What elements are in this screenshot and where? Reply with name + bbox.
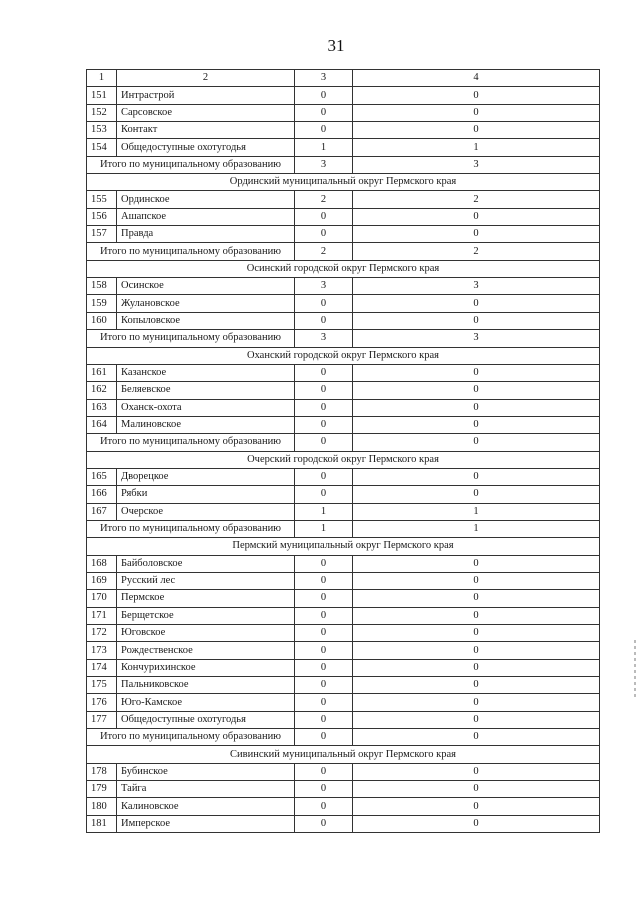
header-col-1: 1: [87, 70, 117, 87]
section-title: Осинский городской округ Пермского края: [87, 260, 600, 277]
row-value-col3: 0: [295, 659, 353, 676]
row-name: Интрастрой: [117, 87, 295, 104]
row-value-col4: 0: [353, 677, 600, 694]
section-title: Ординский муниципальный округ Пермского края: [87, 174, 600, 191]
row-number: 165: [87, 468, 117, 485]
row-name: Ординское: [117, 191, 295, 208]
row-number: 179: [87, 781, 117, 798]
section-header-row: [87, 174, 600, 191]
table-row: [87, 468, 600, 485]
row-value-col3: 0: [295, 815, 353, 832]
table-row: [87, 677, 600, 694]
row-value-col3: 0: [295, 677, 353, 694]
total-value-col4: 1: [353, 520, 600, 537]
total-row: [87, 243, 600, 260]
row-value-col3: 0: [295, 226, 353, 243]
row-number: 173: [87, 642, 117, 659]
row-value-col3: 1: [295, 139, 353, 156]
section-title: Оханский городской округ Пермского края: [87, 347, 600, 364]
row-name: Жулановское: [117, 295, 295, 312]
row-number: 180: [87, 798, 117, 815]
table-body: [87, 70, 600, 833]
total-label: Итого по муниципальному образованию: [87, 729, 295, 746]
row-name: Тайга: [117, 781, 295, 798]
row-value-col4: 0: [353, 607, 600, 624]
row-value-col3: 3: [295, 278, 353, 295]
section-title: Очерский городской округ Пермского края: [87, 451, 600, 468]
scan-artifact: [634, 640, 636, 700]
row-value-col4: 0: [353, 642, 600, 659]
row-number: 158: [87, 278, 117, 295]
row-value-col4: 0: [353, 295, 600, 312]
table-row: [87, 191, 600, 208]
row-value-col4: 0: [353, 659, 600, 676]
row-value-col3: 0: [295, 781, 353, 798]
row-value-col4: 2: [353, 191, 600, 208]
row-name: Пермское: [117, 590, 295, 607]
table-header-row: [87, 70, 600, 87]
table-row: [87, 815, 600, 832]
row-number: 181: [87, 815, 117, 832]
total-label: Итого по муниципальному образованию: [87, 434, 295, 451]
row-number: 171: [87, 607, 117, 624]
row-value-col4: 0: [353, 382, 600, 399]
row-value-col4: 0: [353, 226, 600, 243]
row-value-col3: 0: [295, 468, 353, 485]
row-value-col4: 0: [353, 399, 600, 416]
row-value-col4: 0: [353, 711, 600, 728]
total-row: [87, 729, 600, 746]
row-value-col3: 0: [295, 694, 353, 711]
row-value-col3: 0: [295, 208, 353, 225]
table-row: [87, 607, 600, 624]
row-number: 161: [87, 364, 117, 381]
table-row: [87, 382, 600, 399]
row-number: 174: [87, 659, 117, 676]
total-value-col3: 3: [295, 156, 353, 173]
row-value-col4: 0: [353, 781, 600, 798]
total-row: [87, 434, 600, 451]
row-value-col3: 0: [295, 312, 353, 329]
total-label: Итого по муниципальному образованию: [87, 330, 295, 347]
row-value-col3: 0: [295, 590, 353, 607]
row-name: Юго-Камское: [117, 694, 295, 711]
table-row: [87, 226, 600, 243]
table-row: [87, 694, 600, 711]
section-title: Сивинский муниципальный округ Пермского края: [87, 746, 600, 763]
row-value-col3: 0: [295, 555, 353, 572]
row-value-col3: 0: [295, 625, 353, 642]
row-value-col4: 0: [353, 815, 600, 832]
row-value-col3: 0: [295, 763, 353, 780]
document-table: [86, 69, 600, 833]
row-number: 168: [87, 555, 117, 572]
row-name: Байболовское: [117, 555, 295, 572]
row-value-col4: 0: [353, 364, 600, 381]
total-value-col4: 0: [353, 729, 600, 746]
table-row: [87, 416, 600, 433]
row-number: 152: [87, 104, 117, 121]
row-name: Калиновское: [117, 798, 295, 815]
header-col-3: 3: [295, 70, 353, 87]
row-value-col4: 1: [353, 503, 600, 520]
total-value-col3: 2: [295, 243, 353, 260]
row-name: Кончурихинское: [117, 659, 295, 676]
total-row: [87, 156, 600, 173]
table-row: [87, 590, 600, 607]
row-value-col4: 0: [353, 555, 600, 572]
table-row: [87, 104, 600, 121]
table-row: [87, 798, 600, 815]
row-value-col4: 0: [353, 572, 600, 589]
row-number: 176: [87, 694, 117, 711]
row-value-col3: 1: [295, 503, 353, 520]
row-number: 177: [87, 711, 117, 728]
table-row: [87, 312, 600, 329]
row-name: Оханск-охота: [117, 399, 295, 416]
total-label: Итого по муниципальному образованию: [87, 520, 295, 537]
row-number: 172: [87, 625, 117, 642]
total-row: [87, 520, 600, 537]
table-row: [87, 295, 600, 312]
row-number: 178: [87, 763, 117, 780]
section-header-row: [87, 347, 600, 364]
row-value-col3: 0: [295, 104, 353, 121]
row-number: 151: [87, 87, 117, 104]
row-value-col3: 0: [295, 399, 353, 416]
row-value-col3: 0: [295, 87, 353, 104]
row-name: Пальниковское: [117, 677, 295, 694]
table-row: [87, 763, 600, 780]
table-row: [87, 555, 600, 572]
row-value-col4: 0: [353, 208, 600, 225]
row-name: Малиновское: [117, 416, 295, 433]
row-number: 164: [87, 416, 117, 433]
table-row: [87, 781, 600, 798]
row-value-col3: 0: [295, 364, 353, 381]
header-col-4: 4: [353, 70, 600, 87]
row-value-col3: 0: [295, 382, 353, 399]
row-name: Дворецкое: [117, 468, 295, 485]
row-number: 166: [87, 486, 117, 503]
row-name: Русский лес: [117, 572, 295, 589]
table-row: [87, 208, 600, 225]
row-name: Рябки: [117, 486, 295, 503]
row-name: Очерское: [117, 503, 295, 520]
row-value-col3: 0: [295, 486, 353, 503]
row-name: Берщетское: [117, 607, 295, 624]
row-number: 156: [87, 208, 117, 225]
total-value-col4: 2: [353, 243, 600, 260]
row-value-col4: 3: [353, 278, 600, 295]
table-row: [87, 364, 600, 381]
row-number: 155: [87, 191, 117, 208]
section-header-row: [87, 451, 600, 468]
table-row: [87, 278, 600, 295]
row-value-col4: 0: [353, 486, 600, 503]
section-header-row: [87, 746, 600, 763]
row-value-col4: 0: [353, 590, 600, 607]
table-row: [87, 572, 600, 589]
row-value-col3: 0: [295, 798, 353, 815]
total-row: [87, 330, 600, 347]
row-number: 167: [87, 503, 117, 520]
row-number: 153: [87, 122, 117, 139]
total-value-col4: 3: [353, 330, 600, 347]
row-value-col4: 0: [353, 87, 600, 104]
row-number: 170: [87, 590, 117, 607]
total-value-col3: 1: [295, 520, 353, 537]
row-name: Юговское: [117, 625, 295, 642]
row-number: 154: [87, 139, 117, 156]
table-row: [87, 87, 600, 104]
row-value-col4: 0: [353, 122, 600, 139]
table-row: [87, 139, 600, 156]
row-name: Сарсовское: [117, 104, 295, 121]
row-number: 157: [87, 226, 117, 243]
row-number: 169: [87, 572, 117, 589]
row-value-col3: 0: [295, 572, 353, 589]
row-value-col3: 0: [295, 642, 353, 659]
table-row: [87, 486, 600, 503]
row-value-col3: 0: [295, 295, 353, 312]
row-value-col4: 0: [353, 763, 600, 780]
row-value-col3: 0: [295, 122, 353, 139]
row-value-col3: 0: [295, 711, 353, 728]
row-value-col3: 0: [295, 607, 353, 624]
table-row: [87, 122, 600, 139]
row-name: Правда: [117, 226, 295, 243]
table-row: [87, 399, 600, 416]
table-row: [87, 711, 600, 728]
row-number: 160: [87, 312, 117, 329]
row-name: Контакт: [117, 122, 295, 139]
total-value-col3: 3: [295, 330, 353, 347]
total-label: Итого по муниципальному образованию: [87, 243, 295, 260]
row-number: 175: [87, 677, 117, 694]
row-value-col4: 0: [353, 468, 600, 485]
row-name: Общедоступные охотугодья: [117, 139, 295, 156]
total-value-col3: 0: [295, 729, 353, 746]
total-value-col4: 3: [353, 156, 600, 173]
row-name: Имперское: [117, 815, 295, 832]
table-row: [87, 625, 600, 642]
row-value-col4: 0: [353, 694, 600, 711]
section-header-row: [87, 260, 600, 277]
section-header-row: [87, 538, 600, 555]
row-name: Общедоступные охотугодья: [117, 711, 295, 728]
row-value-col3: 2: [295, 191, 353, 208]
row-value-col4: 0: [353, 104, 600, 121]
row-name: Бубинское: [117, 763, 295, 780]
row-value-col4: 0: [353, 798, 600, 815]
header-col-2: 2: [117, 70, 295, 87]
row-value-col4: 1: [353, 139, 600, 156]
row-number: 159: [87, 295, 117, 312]
row-value-col4: 0: [353, 416, 600, 433]
row-value-col4: 0: [353, 312, 600, 329]
row-name: Ашапское: [117, 208, 295, 225]
total-value-col4: 0: [353, 434, 600, 451]
total-label: Итого по муниципальному образованию: [87, 156, 295, 173]
row-number: 163: [87, 399, 117, 416]
row-value-col3: 0: [295, 416, 353, 433]
section-title: Пермский муниципальный округ Пермского края: [87, 538, 600, 555]
table-row: [87, 503, 600, 520]
table-row: [87, 659, 600, 676]
page-number: 31: [327, 36, 345, 55]
row-name: Казанское: [117, 364, 295, 381]
table-row: [87, 642, 600, 659]
row-name: Беляевское: [117, 382, 295, 399]
row-name: Осинское: [117, 278, 295, 295]
total-value-col3: 0: [295, 434, 353, 451]
row-name: Копыловское: [117, 312, 295, 329]
row-number: 162: [87, 382, 117, 399]
row-value-col4: 0: [353, 625, 600, 642]
row-name: Рождественское: [117, 642, 295, 659]
